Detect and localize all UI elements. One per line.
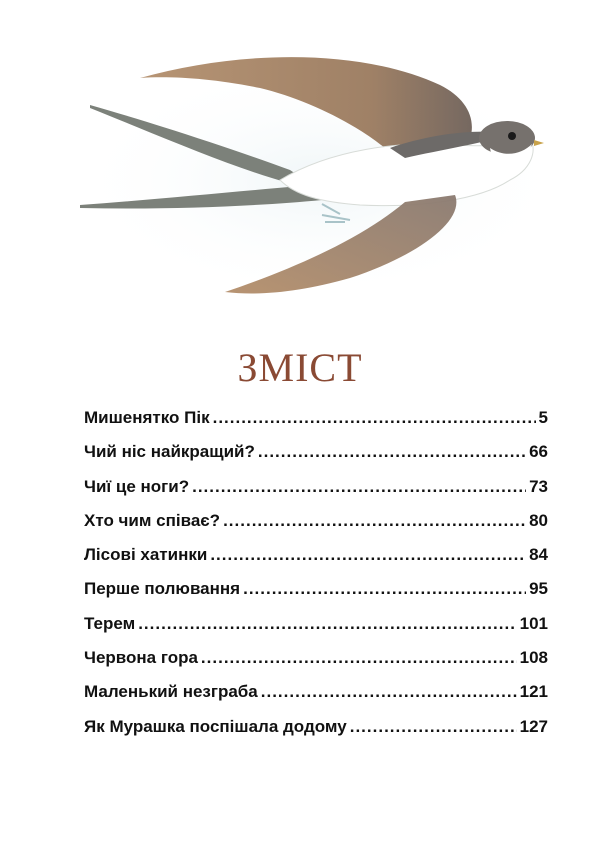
- toc-entry-title: Хто чим співає?: [84, 510, 221, 530]
- toc-entry-title: Терем: [84, 613, 136, 633]
- toc-leader-dots: [201, 648, 517, 668]
- toc-leader-dots: [261, 682, 517, 702]
- toc-leader-dots: [223, 511, 526, 531]
- toc-entry-title: Мишенятко Пік: [84, 408, 210, 427]
- toc-entry-title: Червона гора: [84, 648, 198, 668]
- toc-entry-title: Лісові хатинки: [84, 545, 208, 565]
- toc-leader-dots: [350, 717, 517, 737]
- toc-entry-title: Чиї це ноги?: [84, 476, 190, 496]
- toc-leader-dots: [213, 408, 536, 428]
- toc-entry-page: 121: [519, 682, 548, 702]
- toc-leader-dots: [258, 442, 526, 462]
- toc-entry-page: 101: [519, 613, 548, 633]
- toc-entry-title: Як Мурашка поспішала додому: [84, 716, 347, 736]
- toc-entry[interactable]: [84, 408, 548, 442]
- toc-leader-dots: [210, 545, 526, 565]
- toc-entry[interactable]: [84, 717, 548, 751]
- toc-entry-title: Маленький незграба: [84, 682, 258, 702]
- toc-entry[interactable]: [84, 579, 548, 613]
- toc-entry[interactable]: [84, 648, 548, 682]
- swallow-illustration: [60, 30, 570, 305]
- toc-entry-page: 127: [519, 716, 548, 736]
- toc-entry[interactable]: [84, 614, 548, 648]
- bird-eye: [508, 132, 516, 140]
- toc-entry-page: 80: [529, 510, 548, 530]
- toc-entry[interactable]: [84, 682, 548, 716]
- toc-entry[interactable]: [84, 545, 548, 579]
- toc-entry-page: 5: [538, 408, 548, 427]
- toc-entry-page: 108: [519, 648, 548, 668]
- toc-leader-dots: [138, 614, 516, 634]
- toc-leader-dots: [192, 477, 526, 497]
- toc-leader-dots: [243, 579, 526, 599]
- page-title: ЗМІСТ: [237, 345, 363, 390]
- toc-entry[interactable]: [84, 511, 548, 545]
- table-of-contents: [84, 408, 548, 751]
- toc-entry-page: 84: [529, 545, 548, 565]
- swallow-bird-icon: [60, 30, 570, 305]
- toc-entry-page: 95: [529, 579, 548, 599]
- toc-entry-title: Перше полювання: [84, 579, 241, 599]
- toc-entry[interactable]: [84, 442, 548, 476]
- toc-entry-page: 66: [529, 442, 548, 462]
- toc-entry-page: 73: [529, 476, 548, 496]
- toc-entry-title: Чий ніс найкращий?: [84, 442, 255, 462]
- toc-entry[interactable]: [84, 477, 548, 511]
